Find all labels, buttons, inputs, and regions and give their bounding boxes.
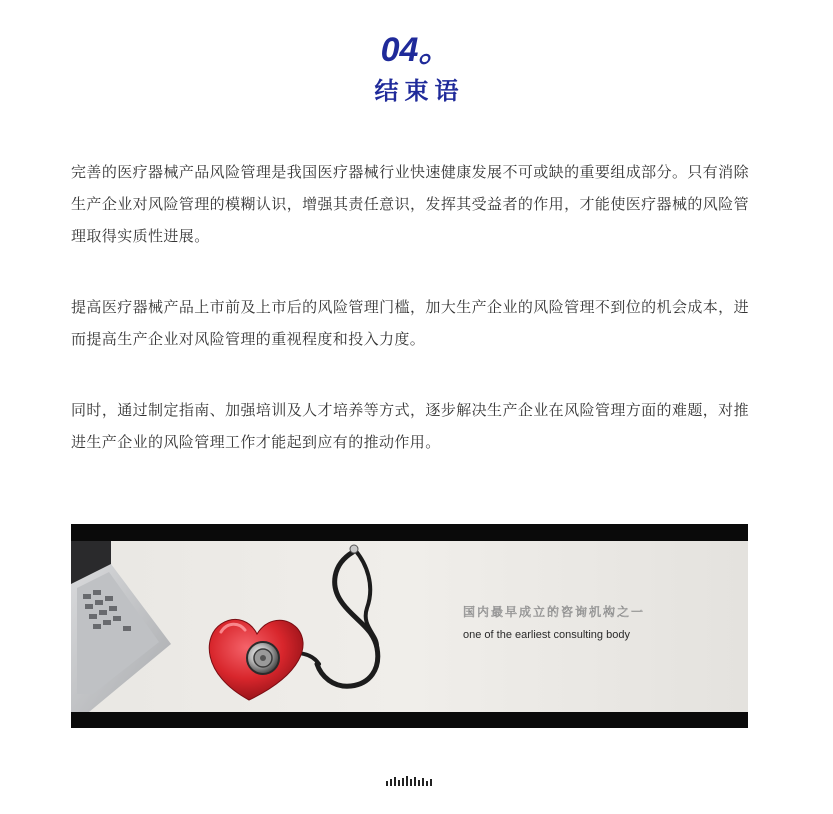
paragraph-2: 提高医疗器械产品上市前及上市后的风险管理门槛，加大生产企业的风险管理不到位的机会成本，进而提高生产企业对风险管理的重视程度和投入力度。 xyxy=(71,298,749,348)
section-number: 04。 xyxy=(380,31,453,69)
banner-english-tagline: one of the earliest consulting body xyxy=(463,629,630,641)
paragraph-3: 同时，通过制定指南、加强培训及人才培养等方式，逐步解决生产企业在风险管理方面的难题，对推进生产企业的风险管理工作才能起到应有的推动作用。 xyxy=(71,401,749,451)
paragraph-1: 完善的医疗器械产品风险管理是我国医疗器械行业快速健康发展不可或缺的重要组成部分。只有消除生产企业对风险管理的模糊认识，增强其责任意识，发挥其受益者的作用，才能使医疗器械的风险管理取得实质性进展。 xyxy=(71,163,749,245)
banner-chinese-tagline: 国内最早成立的咨询机构之一 xyxy=(463,605,646,619)
section-title: 结束语 xyxy=(374,77,465,105)
audio-wave-icon xyxy=(386,776,432,788)
banner-backdrop xyxy=(71,541,748,712)
article-body xyxy=(71,156,749,497)
banner-image xyxy=(71,524,748,728)
section-heading xyxy=(0,30,833,108)
chestpiece-icon xyxy=(247,642,279,674)
